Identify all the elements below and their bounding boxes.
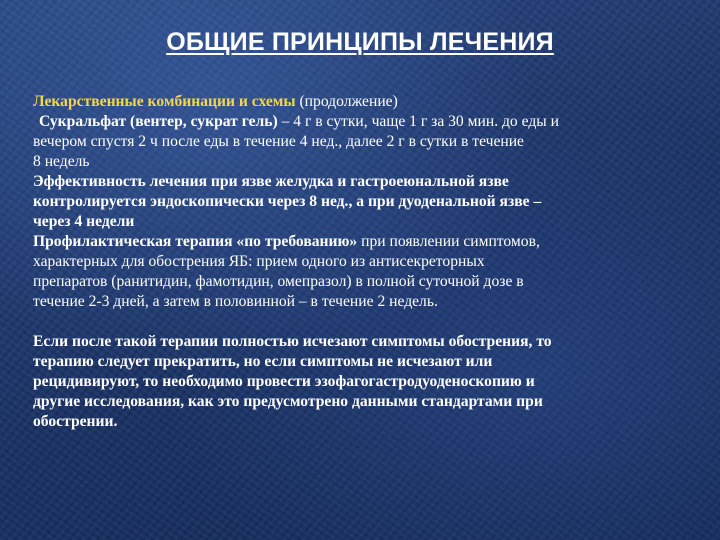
follow-up-line-5: обострении. bbox=[33, 413, 118, 430]
prophylactic-line-2: характерных для обострения ЯБ: прием одного из антисекреторных bbox=[33, 253, 485, 270]
paragraph-drug-combinations bbox=[33, 92, 698, 112]
drug-combinations-heading: Лекарственные комбинации и схемы bbox=[33, 93, 296, 110]
slide-content bbox=[33, 92, 698, 432]
effectiveness-line-1: Эффективность лечения при язве желудка и гастроеюнальной язве bbox=[33, 173, 509, 190]
paragraph-prophylactic-therapy bbox=[33, 232, 698, 312]
prophylactic-line-4: течение 2-3 дней, а затем в половинной – в течение 2 недель. bbox=[33, 293, 438, 310]
paragraph-sucralfate bbox=[33, 112, 698, 172]
follow-up-line-2: терапию следует прекратить, но если симптомы не исчезают или bbox=[33, 353, 493, 370]
slide-title-text: ОБЩИЕ ПРИНЦИПЫ ЛЕЧЕНИЯ bbox=[166, 28, 554, 56]
sucralfate-line-2: вечером спустя 2 ч после еды в течение 4 нед., далее 2 г в сутки в течение bbox=[33, 133, 524, 150]
paragraph-spacer bbox=[33, 312, 698, 332]
sucralfate-line-3: 8 недель bbox=[33, 153, 90, 170]
follow-up-line-3: рецидивируют, то необходимо провести эзофагогастродуоденоскопию и bbox=[33, 373, 535, 390]
prophylactic-line-1-rest: при появлении симптомов, bbox=[357, 233, 540, 250]
prophylactic-therapy-term: Профилактическая терапия «по требованию» bbox=[33, 233, 358, 250]
paragraph-follow-up bbox=[33, 332, 698, 432]
follow-up-line-1: Если после такой терапии полностью исчезают симптомы обострения, то bbox=[33, 333, 552, 350]
effectiveness-line-2: контролируется эндоскопически через 8 нед., а при дуоденальной язве – bbox=[33, 193, 542, 210]
effectiveness-line-3: через 4 недели bbox=[33, 213, 135, 230]
slide-title bbox=[0, 28, 720, 57]
paragraph-effectiveness bbox=[33, 172, 698, 232]
drug-combinations-suffix: (продолжение) bbox=[295, 93, 398, 110]
sucralfate-dosage: – 4 г в сутки, чаще 1 г за 30 мин. до еды и bbox=[277, 113, 559, 130]
prophylactic-line-3: препаратов (ранитидин, фамотидин, омепразол) в полной суточной дозе в bbox=[33, 273, 524, 290]
sucralfate-line-1 bbox=[33, 113, 559, 130]
follow-up-line-4: другие исследования, как это предусмотрено данными стандартами при bbox=[33, 393, 543, 410]
sucralfate-name: Сукральфат (вентер, сукрат гель) bbox=[39, 113, 278, 130]
